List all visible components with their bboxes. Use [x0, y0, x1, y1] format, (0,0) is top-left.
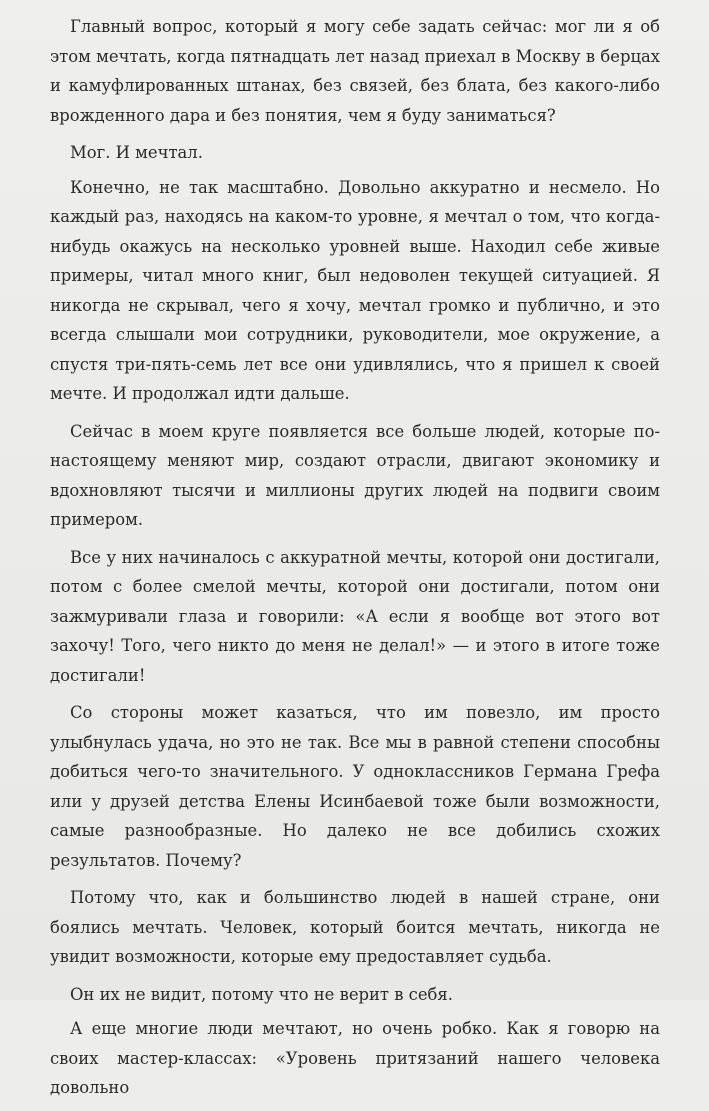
paragraph: Главный вопрос, который я могу себе задать сейчас: мог ли я об этом мечтать, когда пятнадцать лет назад приехал в Москву в берцах и камуфлированных штанах, без связей, без блата, без какого-либо врожденного дара и без понятия, чем я буду заниматься?	[50, 17, 660, 125]
paragraph: Он их не видит, потому что не верит в себя.	[70, 984, 453, 1004]
paragraph: Сейчас в моем круге появляется все больше людей, которые по-настоящему меняют мир, создают отрасли, двигают экономику и вдохновляют тысячи и миллионы других людей на подвиги своим примером.	[50, 421, 660, 529]
paragraph: Потому что, как и большинство людей в нашей стране, они боялись мечтать. Человек, который боится мечтать, никогда не увидит возможности, которые ему предоставляет судьба.	[50, 888, 660, 966]
paragraph: Со стороны может казаться, что им повезло, им просто улыбнулась удача, но это не так. Все мы в равной степени способны добиться чего-то значительного. У одноклассников Германа Грефа или у друзей детства Елены Исинбаевой тоже были возможности, самые разнообразные. Но далеко не все добились схожих результатов. Почему?	[50, 703, 660, 870]
paragraph: Конечно, не так масштабно. Довольно аккуратно и несмело. Но каждый раз, находясь на каком-то уровне, я мечтал о том, что когда-нибудь окажусь на несколько уровней выше. Находил себе живые примеры, читал много книг, был недоволен текущей ситуацией. Я никогда не скрывал, чего я хочу, мечтал громко и публично, и это всегда слышали мои сотрудники, руководители, мое окружение, а спустя три-пять-семь лет все они удивлялись, что я пришел к своей мечте. И продолжал идти дальше.	[50, 177, 660, 403]
paragraph: Мог. И мечтал.	[70, 143, 203, 162]
body-text	[50, 12, 660, 1111]
paragraph: А еще многие люди мечтают, но очень робко. Как я говорю на своих мастер-классах: «Уровень притязаний нашего человека довольно	[50, 1019, 660, 1097]
paragraph: Все у них начиналось с аккуратной мечты, которой они достигали, потом с более смелой мечты, которой они достигали, потом они зажмуривали глаза и говорили: «А если я вообще вот этого вот захочу! Того, чего никто до меня не делал!» — и этого в итоге тоже достигали!	[50, 547, 660, 685]
